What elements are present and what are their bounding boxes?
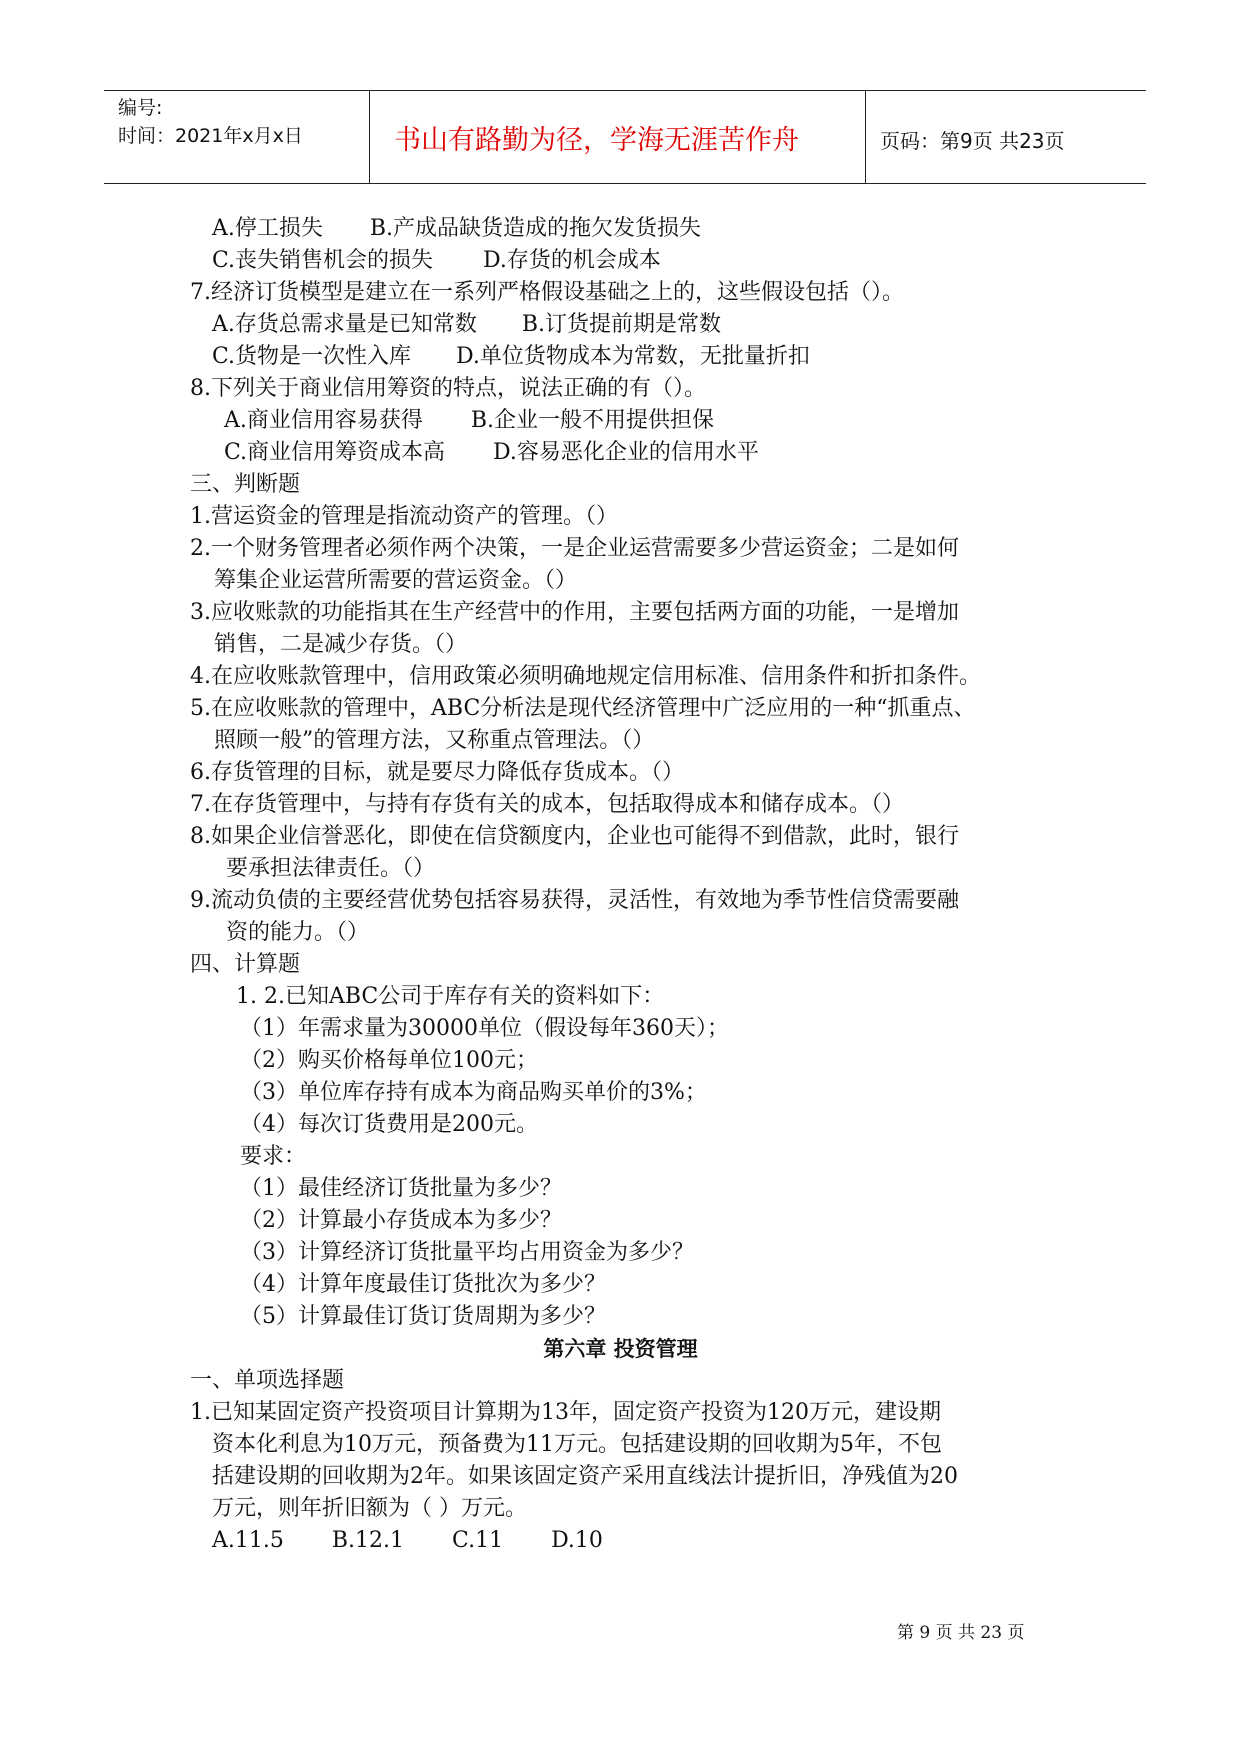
question-stem: 8.下列关于商业信用筹资的特点，说法正确的有（）。 bbox=[190, 376, 706, 401]
judgment-line: 1.营运资金的管理是指流动资产的管理。（） bbox=[190, 504, 618, 529]
judgment-line: 8.如果企业信誉恶化，即使在信贷额度内，企业也可能得不到借款，此时，银行 bbox=[190, 824, 959, 849]
option-d: D.10 bbox=[551, 1528, 603, 1553]
question-line: 括建设期的回收期为2年。如果该固定资产采用直线法计提折旧，净残值为20 bbox=[212, 1464, 958, 1489]
judgment-line: 筹集企业运营所需要的营运资金。（） bbox=[214, 568, 578, 593]
calc-intro: 1. 2.已知ABC公司于库存有关的资料如下： bbox=[236, 984, 665, 1009]
option-b: B.12.1 bbox=[331, 1528, 405, 1553]
calc-data-item: （1）年需求量为30000单位（假设每年360天）； bbox=[240, 1016, 729, 1041]
option-b: B.订货提前期是常数 bbox=[521, 312, 722, 337]
option-row bbox=[212, 246, 661, 276]
section-title: 三、判断题 bbox=[190, 472, 301, 497]
option-row bbox=[224, 406, 714, 436]
judgment-line: 3.应收账款的功能指其在生产经营中的作用，主要包括两方面的功能，一是增加 bbox=[190, 600, 959, 625]
option-a: A.商业信用容易获得 bbox=[224, 408, 423, 433]
option-c: C.商业信用筹资成本高 bbox=[224, 440, 446, 465]
option-c: C.货物是一次性入库 bbox=[212, 344, 412, 369]
header-motto: 书山有路勤为径，学海无涯苦作舟 bbox=[394, 125, 799, 156]
calc-data-item: （2）购买价格每单位100元； bbox=[240, 1048, 538, 1073]
calc-data-item: （3）单位库存持有成本为商品购买单价的3%； bbox=[240, 1080, 707, 1105]
doc-time-label: 时间：2021年x月x日 bbox=[118, 125, 303, 147]
option-row bbox=[212, 342, 810, 372]
judgment-line: 2.一个财务管理者必须作两个决策，一是企业运营需要多少营运资金；二是如何 bbox=[190, 536, 959, 561]
calc-data-item: （4）每次订货费用是200元。 bbox=[240, 1112, 538, 1137]
judgment-line: 5.在应收账款的管理中，ABC分析法是现代经济管理中广泛应用的一种“抓重点、 bbox=[190, 696, 976, 721]
calc-req-item: （2）计算最小存货成本为多少？ bbox=[240, 1208, 562, 1233]
question-line: 资本化利息为10万元，预备费为11万元。包括建设期的回收期为5年，不包 bbox=[212, 1432, 942, 1457]
judgment-line: 7.在存货管理中，与持有存货有关的成本，包括取得成本和储存成本。（） bbox=[190, 792, 904, 817]
section-title: 四、计算题 bbox=[190, 952, 301, 977]
judgment-line: 照顾一般”的管理方法，又称重点管理法。（） bbox=[214, 728, 655, 753]
calc-req-item: （5）计算最佳订货订货周期为多少？ bbox=[240, 1304, 606, 1329]
option-d: D.存货的机会成本 bbox=[483, 248, 661, 273]
judgment-line: 要承担法律责任。（） bbox=[226, 856, 436, 881]
calc-req-item: （3）计算经济订货批量平均占用资金为多少？ bbox=[240, 1240, 694, 1265]
chapter-title: 第六章 投资管理 bbox=[543, 1337, 698, 1361]
page-footer: 第 9 页 共 23 页 bbox=[897, 1623, 1025, 1643]
option-d: D.容易恶化企业的信用水平 bbox=[493, 440, 759, 465]
option-b: B.产成品缺货造成的拖欠发货损失 bbox=[369, 216, 702, 241]
option-row bbox=[224, 438, 759, 468]
section-title: 一、单项选择题 bbox=[190, 1368, 345, 1393]
question-line: 万元，则年折旧额为（ ）万元。 bbox=[212, 1496, 527, 1521]
option-b: B.企业一般不用提供担保 bbox=[470, 408, 715, 433]
option-d: D.单位货物成本为常数，无批量折扣 bbox=[456, 344, 810, 369]
judgment-line: 资的能力。（） bbox=[226, 920, 370, 945]
judgment-line: 销售，二是减少存货。（） bbox=[214, 632, 468, 657]
option-a: A.11.5 bbox=[212, 1528, 284, 1553]
question-stem: 7.经济订货模型是建立在一系列严格假设基础之上的，这些假设包括（）。 bbox=[190, 280, 904, 305]
doc-number-label: 编号: bbox=[118, 97, 163, 119]
calc-req-item: （1）最佳经济订货批量为多少？ bbox=[240, 1176, 562, 1201]
option-a: A.存货总需求量是已知常数 bbox=[212, 312, 477, 337]
option-row bbox=[212, 1526, 603, 1556]
option-c: C.11 bbox=[452, 1528, 504, 1553]
judgment-line: 6.存货管理的目标，就是要尽力降低存货成本。（） bbox=[190, 760, 684, 785]
question-line: 1.已知某固定资产投资项目计算期为13年，固定资产投资为120万元，建设期 bbox=[190, 1400, 941, 1425]
calc-req-label: 要求： bbox=[240, 1144, 307, 1169]
judgment-line: 4.在应收账款管理中，信用政策必须明确地规定信用标准、信用条件和折扣条件。 bbox=[190, 664, 981, 689]
judgment-line: 9.流动负债的主要经营优势包括容易获得，灵活性，有效地为季节性信贷需要融 bbox=[190, 888, 959, 913]
option-row bbox=[212, 310, 721, 340]
header-page-code: 页码：第9页 共23页 bbox=[880, 129, 1065, 153]
calc-req-item: （4）计算年度最佳订货批次为多少？ bbox=[240, 1272, 606, 1297]
option-row bbox=[212, 214, 701, 244]
option-a: A.停工损失 bbox=[212, 216, 323, 241]
option-c: C.丧失销售机会的损失 bbox=[212, 248, 434, 273]
